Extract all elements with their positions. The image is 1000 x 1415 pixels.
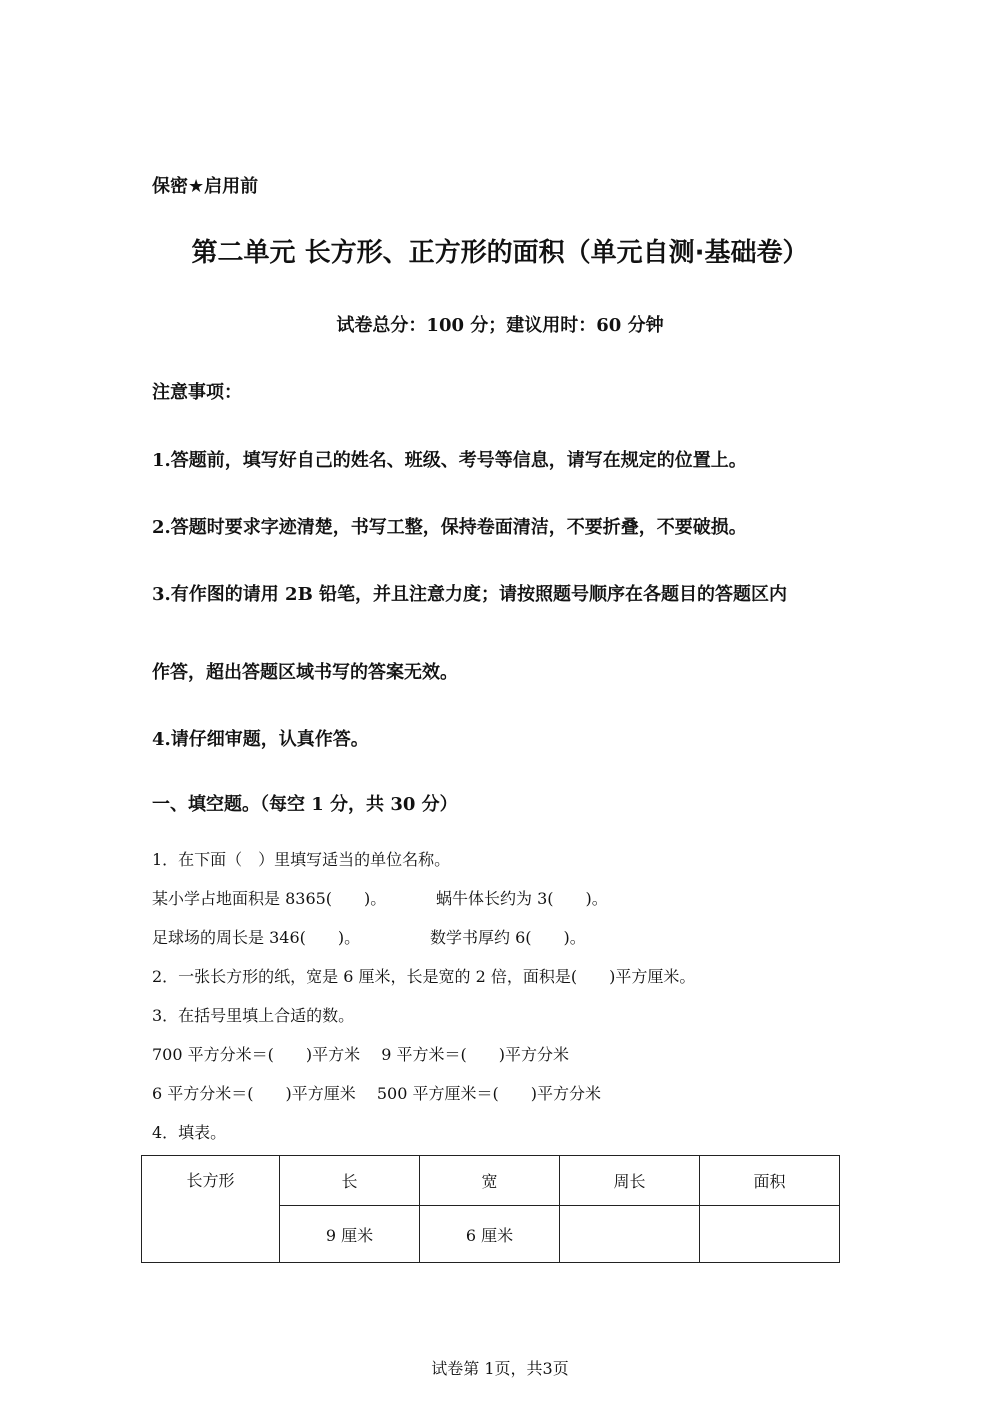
table-header-width: 宽 — [420, 1156, 560, 1206]
question-4-prompt: 4．填表。 — [152, 1123, 227, 1142]
note-item-1: 1.答题前，填写好自己的姓名、班级、考号等信息，请写在规定的位置上。 — [152, 450, 747, 471]
table-row-label: 长方形 — [142, 1156, 280, 1263]
table-header-area: 面积 — [700, 1156, 840, 1206]
section-heading: 一、填空题。（每空 1 分，共 30 分） — [152, 794, 458, 815]
question-2: 2．一张长方形的纸，宽是 6 厘米，长是宽的 2 倍，面积是( )平方厘米。 — [152, 967, 696, 986]
page-title: 第二单元 长方形、正方形的面积（单元自测·基础卷） — [191, 238, 809, 268]
table-cell-width: 6 厘米 — [420, 1206, 560, 1263]
confidential-label: 保密★启用前 — [152, 176, 259, 197]
page-footer: 试卷第 1页，共3页 — [431, 1359, 569, 1378]
note-item-4: 4.请仔细审题，认真作答。 — [152, 729, 369, 750]
table-cell-length: 9 厘米 — [280, 1206, 420, 1263]
table-header-length: 长 — [280, 1156, 420, 1206]
exam-meta: 试卷总分：100 分；建议用时：60 分钟 — [336, 315, 664, 336]
fill-table — [141, 1155, 840, 1263]
question-1-a: 某小学占地面积是 8365( )。 — [152, 889, 387, 908]
question-1-c: 足球场的周长是 346( )。 — [152, 928, 361, 947]
table-cell-perimeter[interactable] — [560, 1206, 700, 1263]
question-3-line-1: 700 平方分米＝( )平方米 9 平方米＝( )平方分米 — [152, 1045, 569, 1064]
notes-heading: 注意事项： — [152, 382, 242, 403]
question-1-d: 数学书厚约 6( )。 — [430, 928, 586, 947]
note-item-3-cont: 作答，超出答题区域书写的答案无效。 — [152, 662, 458, 683]
question-1-prompt: 1．在下面（ ）里填写适当的单位名称。 — [152, 850, 451, 869]
note-item-3: 3.有作图的请用 2B 铅笔，并且注意力度；请按照题号顺序在各题目的答题区内 — [152, 584, 788, 605]
table-header-perimeter: 周长 — [560, 1156, 700, 1206]
question-3-prompt: 3．在括号里填上合适的数。 — [152, 1006, 355, 1025]
question-3-line-2: 6 平方分米＝( )平方厘米 500 平方厘米＝( )平方分米 — [152, 1084, 601, 1103]
question-1-b: 蜗牛体长约为 3( )。 — [436, 889, 608, 908]
table-cell-area[interactable] — [700, 1206, 840, 1263]
note-item-2: 2.答题时要求字迹清楚，书写工整，保持卷面清洁，不要折叠，不要破损。 — [152, 517, 747, 538]
